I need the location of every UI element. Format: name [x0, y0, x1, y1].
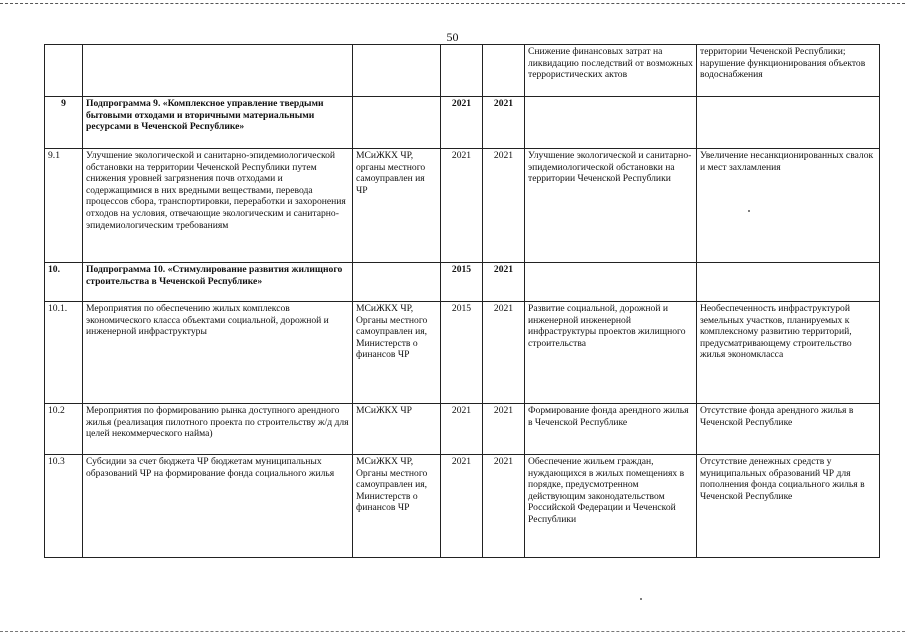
program-table [44, 44, 880, 558]
consequence [697, 263, 880, 302]
start-year: 2021 [441, 149, 483, 263]
activity-name [83, 45, 353, 97]
executor [353, 45, 441, 97]
executor: МСиЖКХ ЧР, органы местного самоуправлен ия ЧР [353, 149, 441, 263]
end-year: 2021 [483, 263, 525, 302]
start-year: 2015 [441, 263, 483, 302]
table-row [45, 97, 880, 149]
end-year: 2021 [483, 97, 525, 149]
expected-result: Формирование фонда арендного жилья в Чеченской Республике [525, 404, 697, 455]
table-row [45, 302, 880, 404]
end-year: 2021 [483, 302, 525, 404]
activity-name: Улучшение экологической и санитарно-эпидемиологической обстановки на территории Чеченской Республики путем снижения уровней загрязнения почв отходами и содержащимися в них вредными веществами, перевода процессов сбора, транспортировки, переработки и захоронения отходов на условия, отвечающие экологическим и санитарно-эпидемиологическим требованиям [83, 149, 353, 263]
row-number: 9.1 [45, 149, 83, 263]
consequence: Отсутствие денежных средств у муниципальных образований ЧР для пополнения фонда социального жилья в Чеченской Республике [697, 455, 880, 558]
table-row [45, 263, 880, 302]
end-year: 2021 [483, 149, 525, 263]
consequence: Увеличение несанкционированных свалок и мест захламления [697, 149, 880, 263]
scan-edge-top [0, 3, 905, 4]
row-number [45, 45, 83, 97]
table-row [45, 455, 880, 558]
row-number: 10. [45, 263, 83, 302]
executor [353, 97, 441, 149]
executor: МСиЖКХ ЧР, Органы местного самоуправлен ия, Министерств о финансов ЧР [353, 302, 441, 404]
scan-edge-bottom [0, 631, 905, 632]
start-year [441, 45, 483, 97]
end-year: 2021 [483, 404, 525, 455]
start-year: 2021 [441, 97, 483, 149]
expected-result: Обеспечение жильем граждан, нуждающихся в жилых помещениях в порядке, предусмотренном действующим законодательством Российской Федерации и Чеченской Республики [525, 455, 697, 558]
consequence: Отсутствие фонда арендного жилья в Чеченской Республике [697, 404, 880, 455]
activity-name: Мероприятия по обеспечению жилых комплексов экономического класса объектами социальной, дорожной и инженерной инфраструктуры [83, 302, 353, 404]
row-number: 10.3 [45, 455, 83, 558]
executor: МСиЖКХ ЧР, Органы местного самоуправлен ия, Министерств о финансов ЧР [353, 455, 441, 558]
start-year: 2021 [441, 404, 483, 455]
expected-result: Снижение финансовых затрат на ликвидацию последствий от возможных террористических актов [525, 45, 697, 97]
consequence [697, 97, 880, 149]
end-year: 2021 [483, 455, 525, 558]
start-year: 2015 [441, 302, 483, 404]
expected-result: Улучшение экологической и санитарно-эпидемиологической обстановки на территории Чеченской Республики [525, 149, 697, 263]
consequence: Необеспеченность инфраструктурой земельных участков, планируемых к комплексному развитию территорий, предусматривающему строительство жилья экономкласса [697, 302, 880, 404]
start-year: 2021 [441, 455, 483, 558]
executor [353, 263, 441, 302]
end-year [483, 45, 525, 97]
page-number: 50 [446, 30, 459, 44]
row-number: 10.1. [45, 302, 83, 404]
expected-result [525, 97, 697, 149]
expected-result: Развитие социальной, дорожной и инженерной инженерной инфраструктуры проектов жилищного строительства [525, 302, 697, 404]
table-row [45, 404, 880, 455]
activity-name: Субсидии за счет бюджета ЧР бюджетам муниципальных образований ЧР на формирование фонда социального жилья [83, 455, 353, 558]
scan-speck [640, 598, 642, 600]
executor: МСиЖКХ ЧР [353, 404, 441, 455]
activity-name: Мероприятия по формированию рынка доступного арендного жилья (реализация пилотного проекта по строительству ж/д для целей некоммерческого найма) [83, 404, 353, 455]
consequence: территории Чеченской Республики; нарушение функционирования объектов водоснабжения [697, 45, 880, 97]
row-number: 9 [45, 97, 83, 149]
row-number: 10.2 [45, 404, 83, 455]
table-row [45, 45, 880, 97]
table-row [45, 149, 880, 263]
scan-speck [748, 210, 750, 212]
subprogram-title: Подпрограмма 10. «Стимулирование развития жилищного строительства в Чеченской Республике» [83, 263, 353, 302]
subprogram-title: Подпрограмма 9. «Комплексное управление твердыми бытовыми отходами и вторичными материальными ресурсами в Чеченской Республике» [83, 97, 353, 149]
expected-result [525, 263, 697, 302]
